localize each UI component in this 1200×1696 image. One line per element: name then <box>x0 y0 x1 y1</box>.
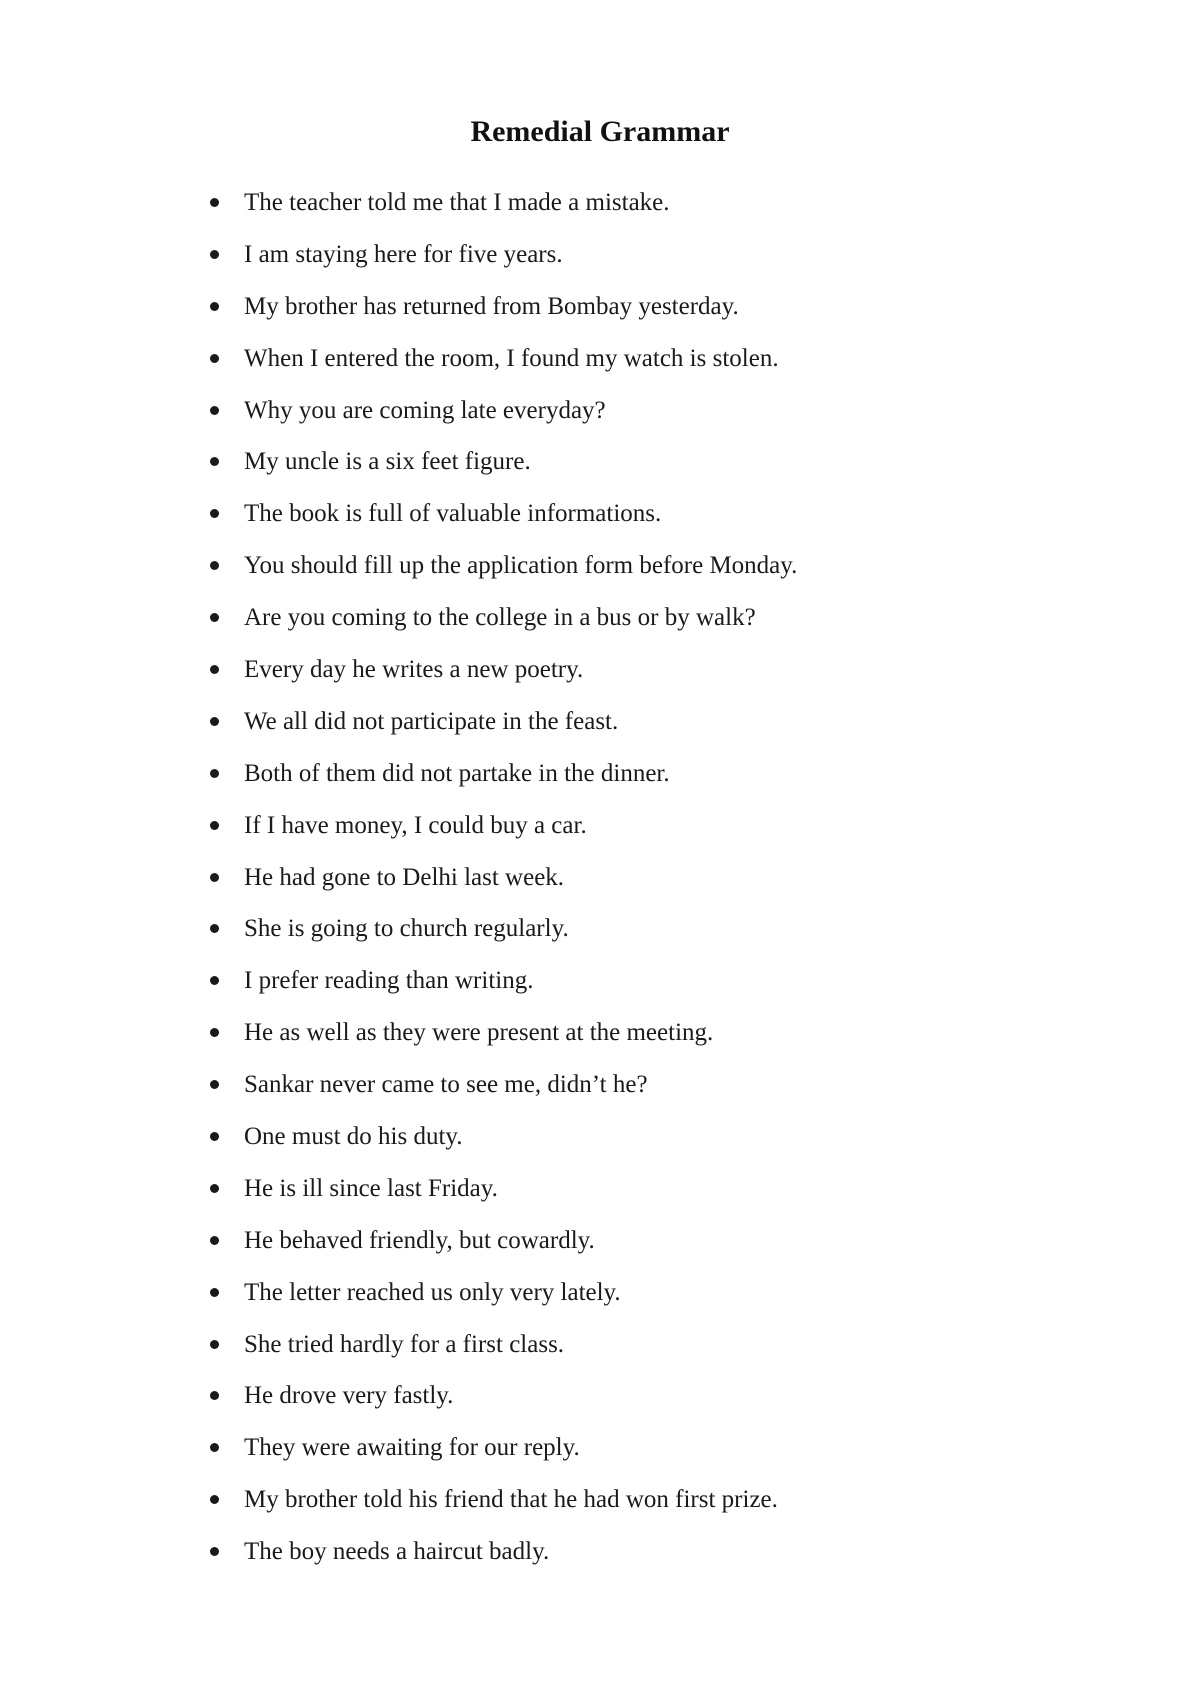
sentence-text: Why you are coming late everyday? <box>244 396 606 424</box>
sentence-text: My brother told his friend that he had won first prize. <box>244 1486 778 1514</box>
bullet-icon <box>210 302 219 311</box>
page-title: Remedial Grammar <box>470 115 730 148</box>
bullet-icon <box>210 1288 219 1297</box>
sentence-text: He had gone to Delhi last week. <box>244 863 565 891</box>
list-item <box>0 446 1200 498</box>
sentence-text: He behaved friendly, but cowardly. <box>244 1226 595 1254</box>
sentence-text: If I have money, I could buy a car. <box>244 811 587 839</box>
list-item <box>0 1329 1200 1381</box>
list-item <box>0 187 1200 239</box>
list-item <box>0 395 1200 447</box>
sentence-text: She tried hardly for a first class. <box>244 1330 565 1358</box>
list-item <box>0 550 1200 602</box>
sentence-text: My uncle is a six feet figure. <box>244 448 531 476</box>
list-item <box>0 1380 1200 1432</box>
sentence-text: We all did not participate in the feast. <box>244 707 619 735</box>
bullet-icon <box>210 1184 219 1193</box>
sentence-list <box>0 187 1200 1588</box>
list-item <box>0 291 1200 343</box>
list-item <box>0 862 1200 914</box>
bullet-icon <box>210 613 219 622</box>
sentence-text: The boy needs a haircut badly. <box>244 1538 550 1566</box>
sentence-text: When I entered the room, I found my watch is stolen. <box>244 344 779 372</box>
bullet-icon <box>210 665 219 674</box>
bullet-icon <box>210 561 219 570</box>
sentence-text: He as well as they were present at the meeting. <box>244 1019 714 1047</box>
bullet-icon <box>210 198 219 207</box>
list-item <box>0 343 1200 395</box>
bullet-icon <box>210 976 219 985</box>
sentence-text: I am staying here for five years. <box>244 240 563 268</box>
list-item <box>0 706 1200 758</box>
sentence-text: One must do his duty. <box>244 1123 463 1151</box>
sentence-text: I prefer reading than writing. <box>244 967 534 995</box>
list-item <box>0 498 1200 550</box>
sentence-text: The teacher told me that I made a mistake. <box>244 189 670 216</box>
list-item <box>0 1121 1200 1173</box>
list-item <box>0 602 1200 654</box>
sentence-text: Every day he writes a new poetry. <box>244 656 584 684</box>
sentence-text: Are you coming to the college in a bus or by walk? <box>244 604 756 632</box>
bullet-icon <box>210 1340 219 1349</box>
bullet-icon <box>210 821 219 830</box>
sentence-text: They were awaiting for our reply. <box>244 1434 580 1462</box>
sentence-text: You should fill up the application form before Monday. <box>244 552 798 580</box>
bullet-icon <box>210 1236 219 1245</box>
bullet-icon <box>210 717 219 726</box>
sentence-text: He is ill since last Friday. <box>244 1174 498 1202</box>
list-item <box>0 913 1200 965</box>
bullet-icon <box>210 1080 219 1089</box>
list-item <box>0 1017 1200 1069</box>
bullet-icon <box>210 250 219 259</box>
sentence-text: My brother has returned from Bombay yesterday. <box>244 292 739 320</box>
bullet-icon <box>210 406 219 415</box>
sentence-text: She is going to church regularly. <box>244 915 569 943</box>
sentence-text: Sankar never came to see me, didn’t he? <box>244 1071 648 1099</box>
list-item <box>0 1225 1200 1277</box>
bullet-icon <box>210 1547 219 1556</box>
list-item <box>0 1536 1200 1588</box>
list-item <box>0 1069 1200 1121</box>
bullet-icon <box>210 1495 219 1504</box>
list-item <box>0 654 1200 706</box>
list-item <box>0 758 1200 810</box>
bullet-icon <box>210 1391 219 1400</box>
bullet-icon <box>210 509 219 518</box>
bullet-icon <box>210 457 219 466</box>
list-item <box>0 1173 1200 1225</box>
list-item <box>0 1277 1200 1329</box>
list-item <box>0 810 1200 862</box>
bullet-icon <box>210 924 219 933</box>
sentence-text: He drove very fastly. <box>244 1382 454 1410</box>
bullet-icon <box>210 769 219 778</box>
list-item <box>0 965 1200 1017</box>
bullet-icon <box>210 1132 219 1141</box>
list-item <box>0 1484 1200 1536</box>
bullet-icon <box>210 1443 219 1452</box>
bullet-icon <box>210 873 219 882</box>
list-item <box>0 1432 1200 1484</box>
list-item <box>0 239 1200 291</box>
bullet-icon <box>210 1028 219 1037</box>
sentence-text: Both of them did not partake in the dinner. <box>244 759 670 787</box>
sentence-text: The book is full of valuable informations. <box>244 500 662 528</box>
bullet-icon <box>210 354 219 363</box>
sentence-text: The letter reached us only very lately. <box>244 1278 621 1306</box>
